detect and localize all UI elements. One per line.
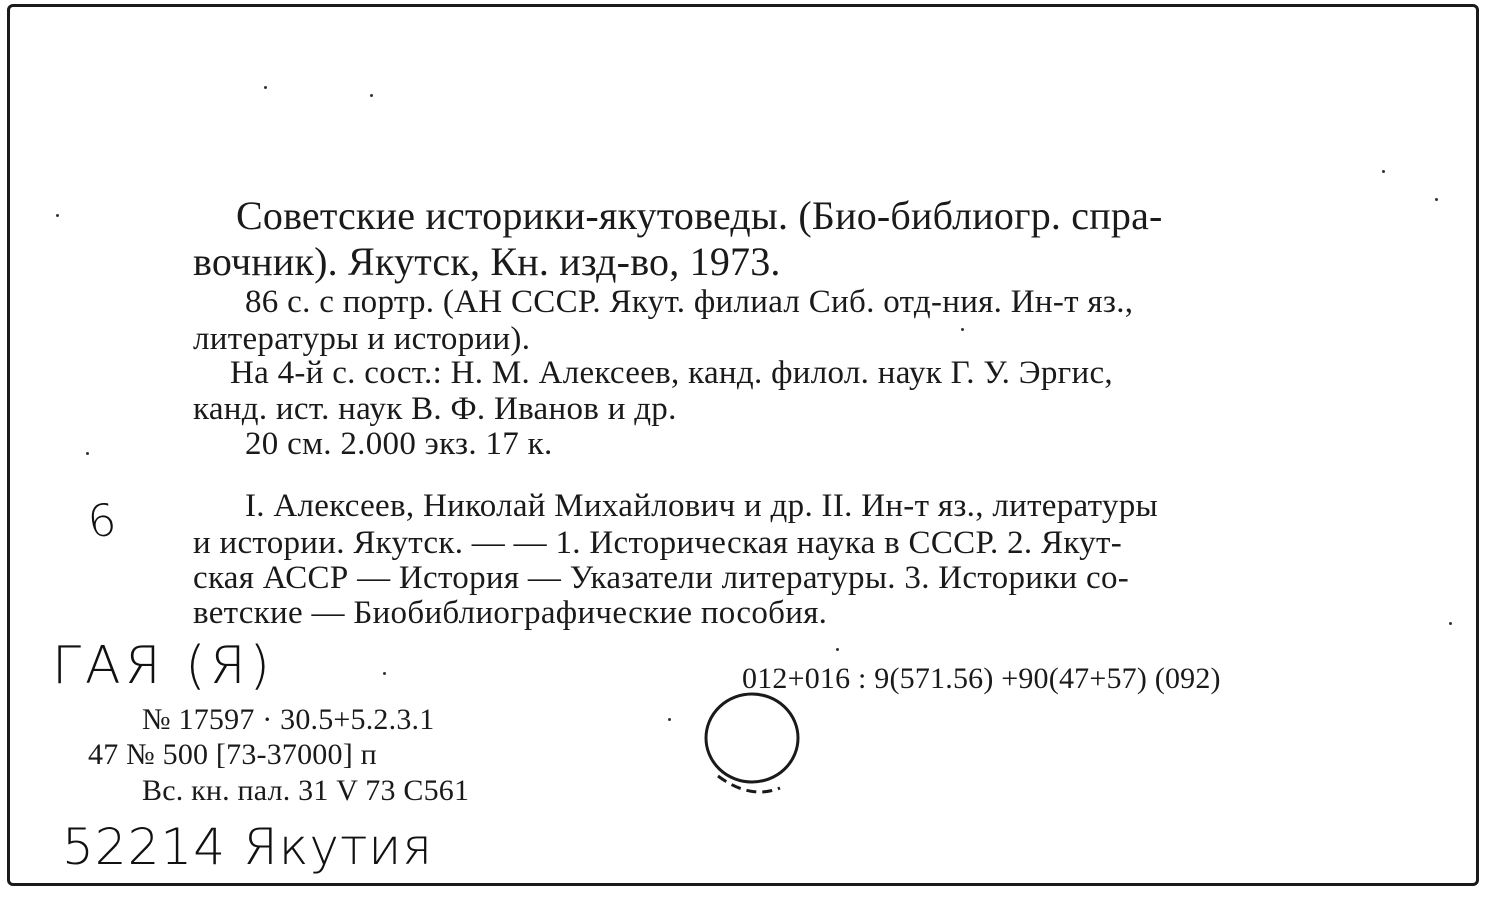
entry-size-line: 20 см. 2.000 экз. 17 к. <box>245 426 553 462</box>
udc-index: 012+016 : 9(571.56) +90(47+57) (092) <box>742 662 1221 695</box>
entry-collation-line-1: 86 с. с портр. (АН СССР. Якут. филиал Сиб. отд-ния. Ин-т яз., <box>245 284 1134 320</box>
speck <box>383 672 386 675</box>
location-code-handwritten: ГАЯ (Я) <box>52 636 274 696</box>
entry-note-line-1: На 4-й с. сост.: Н. М. Алексеев, канд. филол. наук Г. У. Эргис, <box>230 355 1113 391</box>
entry-collation-line-2: литературы и истории). <box>193 321 531 357</box>
order-number: 47 № 500 [73-37000] п <box>88 738 377 771</box>
speck <box>1382 170 1385 173</box>
tracing-line-1: I. Алексеев, Николай Михайлович и др. II. Ин-т яз., литературы <box>245 488 1158 524</box>
margin-handwritten-mark: 6 <box>84 494 120 549</box>
entry-title-line-1: Советские историки-якутоведы. (Био-библиогр. спра- <box>236 193 1163 238</box>
book-chamber-line: Вс. кн. пал. 31 V 73 С561 <box>142 774 470 807</box>
speck <box>668 718 671 721</box>
speck <box>961 328 964 331</box>
round-stamp-icon <box>700 688 810 808</box>
speck <box>836 648 839 651</box>
tracing-line-3: ская АССР — История — Указатели литературы. 3. Историки со- <box>193 560 1130 596</box>
speck <box>56 214 59 217</box>
tracing-line-2: и истории. Якутск. — — 1. Историческая наука в СССР. 2. Якут- <box>193 525 1122 561</box>
entry-title-line-2: вочник). Якутск, Кн. изд-во, 1973. <box>193 239 781 284</box>
registration-number: № 17597 · 30.5+5.2.3.1 <box>142 703 435 736</box>
speck <box>370 94 373 97</box>
tracing-line-4: ветские — Биобиблиографические пособия. <box>193 595 828 631</box>
speck <box>1449 622 1452 625</box>
speck <box>264 86 267 89</box>
entry-note-line-2: канд. ист. наук В. Ф. Иванов и др. <box>193 391 677 427</box>
accession-handwritten: 52214 Якутия <box>62 818 433 876</box>
speck <box>86 452 89 455</box>
speck <box>1435 198 1438 201</box>
